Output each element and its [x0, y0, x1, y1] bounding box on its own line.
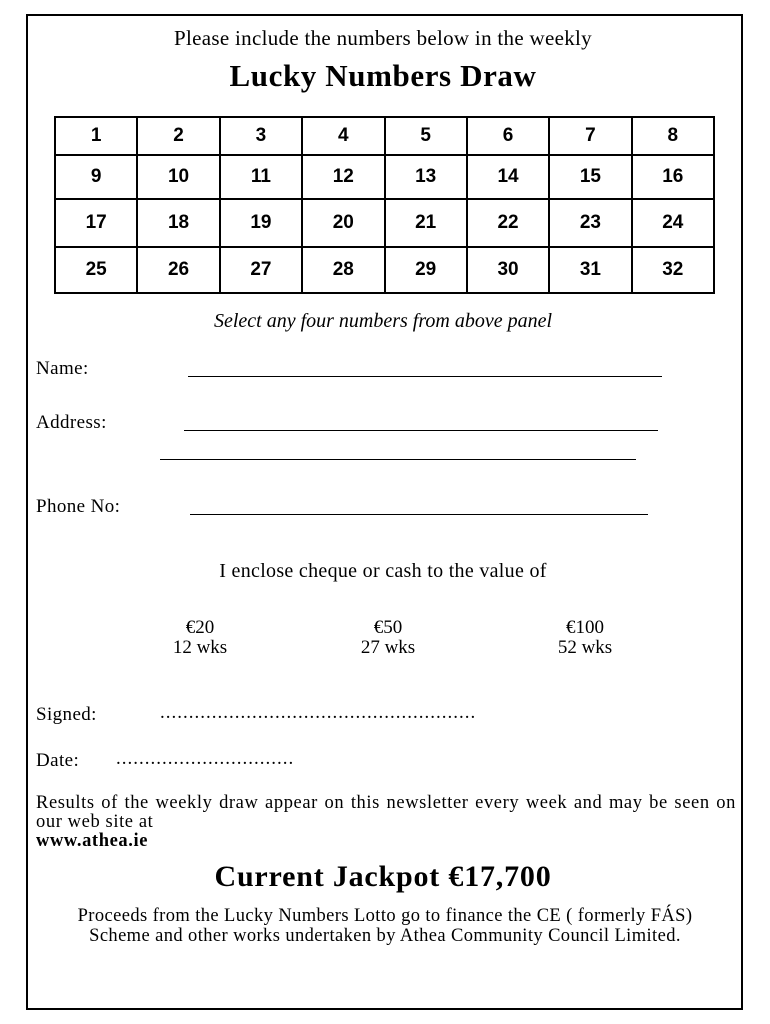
number-cell[interactable]: 8: [632, 117, 714, 155]
option-weeks: 12 wks: [172, 637, 228, 658]
option-weeks: 52 wks: [557, 637, 613, 658]
number-cell[interactable]: 13: [385, 155, 467, 199]
number-cell[interactable]: 10: [137, 155, 219, 199]
number-cell[interactable]: 5: [385, 117, 467, 155]
number-cell[interactable]: 20: [302, 199, 384, 247]
current-jackpot: Current Jackpot €17,700: [214, 860, 552, 893]
number-cell[interactable]: 18: [137, 199, 219, 247]
number-cell[interactable]: 30: [467, 247, 549, 293]
date-label: Date:: [36, 750, 80, 771]
select-instruction: Select any four numbers from above panel: [213, 310, 553, 332]
number-cell[interactable]: 14: [467, 155, 549, 199]
number-cell[interactable]: 3: [220, 117, 302, 155]
number-cell[interactable]: 2: [137, 117, 219, 155]
proceeds-text: Proceeds from the Lucky Numbers Lotto go to finance the CE ( formerly FÁS) Scheme and other works undertaken by Athea Community Council Limited.: [77, 906, 693, 946]
number-cell[interactable]: 19: [220, 199, 302, 247]
address-label: Address:: [36, 412, 107, 433]
address-field-line2[interactable]: [160, 459, 636, 460]
name-field[interactable]: [188, 376, 662, 377]
grid-row: [55, 155, 714, 199]
number-cell[interactable]: 29: [385, 247, 467, 293]
number-cell[interactable]: 6: [467, 117, 549, 155]
option-amount: €100: [566, 617, 604, 638]
number-cell[interactable]: 16: [632, 155, 714, 199]
phone-field[interactable]: [190, 514, 648, 515]
number-cell[interactable]: 12: [302, 155, 384, 199]
number-cell[interactable]: 27: [220, 247, 302, 293]
numbers-grid: [54, 116, 715, 294]
phone-label: Phone No:: [36, 496, 121, 517]
date-field[interactable]: ...............................: [116, 748, 295, 769]
signed-label: Signed:: [36, 704, 97, 725]
number-cell[interactable]: 1: [55, 117, 137, 155]
number-cell[interactable]: 28: [302, 247, 384, 293]
address-field-line1[interactable]: [184, 430, 658, 431]
option-20[interactable]: [130, 618, 270, 658]
number-cell[interactable]: 9: [55, 155, 137, 199]
number-cell[interactable]: 17: [55, 199, 137, 247]
number-cell[interactable]: 26: [137, 247, 219, 293]
option-amount: €20: [185, 617, 215, 638]
number-cell[interactable]: 11: [220, 155, 302, 199]
intro-text: Please include the numbers below in the weekly: [174, 26, 592, 50]
website-link[interactable]: www.athea.ie: [36, 831, 149, 851]
page-title: Lucky Numbers Draw: [229, 58, 537, 93]
number-cell[interactable]: 24: [632, 199, 714, 247]
number-cell[interactable]: 23: [549, 199, 631, 247]
option-100[interactable]: [505, 618, 665, 658]
number-cell[interactable]: 25: [55, 247, 137, 293]
number-cell[interactable]: 7: [549, 117, 631, 155]
option-weeks: 27 wks: [360, 637, 416, 658]
enclose-text: I enclose cheque or cash to the value of: [219, 560, 547, 582]
signature-field[interactable]: .......................................................: [160, 702, 477, 723]
number-cell[interactable]: 32: [632, 247, 714, 293]
number-cell[interactable]: 4: [302, 117, 384, 155]
grid-row: [55, 117, 714, 155]
option-amount: €50: [373, 617, 403, 638]
results-body: Results of the weekly draw appear on this newsletter every week and may be seen on our web site at: [36, 793, 736, 832]
number-cell[interactable]: 31: [549, 247, 631, 293]
grid-row: [55, 199, 714, 247]
number-cell[interactable]: 21: [385, 199, 467, 247]
number-cell[interactable]: 22: [467, 199, 549, 247]
number-cell[interactable]: 15: [549, 155, 631, 199]
grid-row: [55, 247, 714, 293]
option-50[interactable]: [318, 618, 458, 658]
name-label: Name:: [36, 358, 89, 379]
results-text: [36, 794, 736, 851]
